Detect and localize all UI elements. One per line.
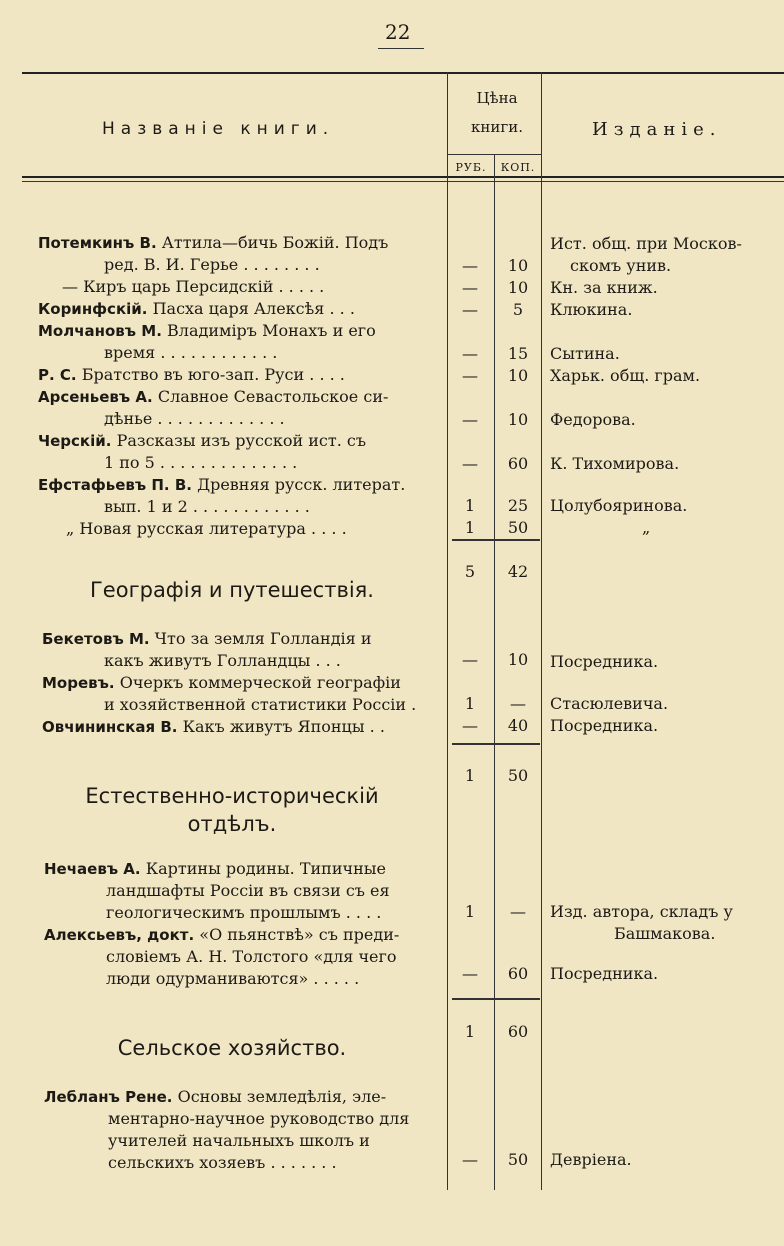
page-number-rule	[378, 48, 424, 49]
entry-line: словіемъ А. Н. Толстого «для чего	[106, 947, 397, 966]
entry-publisher: К. Тихомирова.	[550, 454, 680, 473]
entry-publisher-cont: скомъ унив.	[570, 256, 672, 275]
entry-line: учителей начальныхъ школъ и	[108, 1131, 370, 1150]
entry-publisher: Посредника.	[550, 652, 659, 671]
entry-line: вып. 1 и 2 . . . . . . . . . . . .	[104, 497, 310, 516]
subtotal-kop: 60	[507, 1022, 529, 1041]
entry-publisher: Ист. общ. при Москов-	[550, 234, 742, 253]
entry-rub: —	[462, 256, 478, 275]
entry-kop: 10	[507, 410, 529, 429]
subtotal-kop: 42	[507, 562, 529, 581]
section-heading-line2: отдѣлъ.	[187, 812, 277, 836]
subtotal-rub: 1	[464, 766, 476, 785]
entry-line	[38, 474, 405, 496]
entry-author: Потемкинъ В.	[38, 234, 157, 252]
entry-line: 1 по 5 . . . . . . . . . . . . . .	[104, 453, 298, 472]
subtotal-kop: 50	[507, 766, 529, 785]
entry-publisher: Посредника.	[550, 716, 659, 735]
entry-publisher: Федорова.	[550, 410, 636, 429]
entry-author: Черскій.	[38, 432, 112, 450]
col-divider-title	[447, 72, 448, 1190]
entry-line	[38, 320, 376, 342]
col-divider-price	[541, 72, 542, 1190]
page-number: 22	[385, 20, 411, 44]
catalog-table	[22, 72, 784, 1190]
entry-kop: —	[510, 902, 526, 921]
section-heading: Сельское хозяйство.	[117, 1036, 347, 1060]
entry-line: и хозяйственной статистики Россіи .	[104, 695, 417, 714]
entry-title: Основы земледѣлія, эле-	[177, 1087, 387, 1106]
entry-author: Коринфскій.	[38, 300, 148, 318]
entry-title: Разсказы изъ русской ист. съ	[116, 431, 367, 450]
entry-publisher: Стасюлевича.	[550, 694, 669, 713]
entry-line: ментарно-научное руководство для	[108, 1109, 410, 1128]
subtotal-rule	[452, 743, 540, 745]
entry-publisher: Цолубояринова.	[550, 496, 688, 515]
entry-line	[44, 1086, 386, 1108]
entry-line: сельскихъ хозяевъ . . . . . . .	[108, 1153, 337, 1172]
entry-line	[42, 716, 385, 738]
header-title: Названіе книги.	[102, 119, 335, 139]
entry-line: геологическимъ прошлымъ . . . .	[106, 903, 382, 922]
entry-publisher: „	[642, 518, 651, 537]
entry-line: ландшафты Россіи въ связи съ ея	[106, 881, 390, 900]
entry-title: «О пьянствѣ» съ преди-	[199, 925, 400, 944]
section-heading	[22, 782, 442, 838]
entry-title: Картины родины. Типичные	[145, 859, 386, 878]
entry-title: Очеркъ коммерческой географіи	[119, 673, 401, 692]
entry-rub: —	[462, 344, 478, 363]
entry-rub: 1	[464, 902, 476, 921]
entry-publisher: Изд. автора, складъ у	[550, 902, 733, 921]
entry-publisher: Харьк. общ. грам.	[550, 366, 701, 385]
entry-kop: 50	[507, 518, 529, 537]
header-price-line2: книги.	[471, 118, 523, 136]
entry-title: Древняя русск. литерат.	[197, 475, 406, 494]
entry-kop: 40	[507, 716, 529, 735]
entry-rub: —	[462, 366, 478, 385]
entry-title: Братство въ юго-зап. Руси . . . .	[81, 365, 345, 384]
entry-line	[38, 364, 345, 386]
subtotal-rule	[452, 539, 540, 541]
entry-kop: 60	[507, 964, 529, 983]
entry-line	[38, 298, 355, 320]
section-heading-line1: Естественно-историческій	[85, 784, 379, 808]
entry-author: Бекетовъ М.	[42, 630, 150, 648]
entry-publisher: Клюкина.	[550, 300, 633, 319]
entry-author: Нечаевъ А.	[44, 860, 141, 878]
entry-author: Алексьевъ, докт.	[44, 926, 195, 944]
entry-line	[38, 430, 366, 452]
entry-author: Овчининская В.	[42, 718, 178, 736]
entry-title: Что за земля Голландія и	[154, 629, 372, 648]
subtotal-rule	[452, 998, 540, 1000]
header-rub: РУБ.	[455, 161, 487, 174]
header-publisher: Изданіе.	[592, 119, 722, 140]
header-price	[452, 84, 542, 142]
entry-rub: 1	[464, 694, 476, 713]
entry-line: — Киръ царь Персидскій . . . . .	[62, 277, 325, 296]
entry-publisher: Кн. за книж.	[550, 278, 658, 297]
entry-rub: 1	[464, 518, 476, 537]
entry-kop: —	[510, 694, 526, 713]
entry-rub: 1	[464, 496, 476, 515]
entry-line	[38, 386, 388, 408]
entry-title: Славное Севастольское си-	[157, 387, 389, 406]
subtotal-rub: 5	[464, 562, 476, 581]
entry-kop: 10	[507, 278, 529, 297]
entry-line: какъ живутъ Голландцы . . .	[104, 651, 341, 670]
entry-kop: 10	[507, 256, 529, 275]
section-heading: Географія и путешествія.	[90, 578, 374, 602]
entry-rub: —	[462, 410, 478, 429]
entry-kop: 5	[512, 300, 524, 319]
entry-rub: —	[462, 454, 478, 473]
entry-line: люди одурманиваются» . . . . .	[106, 969, 360, 988]
entry-kop: 25	[507, 496, 529, 515]
entry-rub: —	[462, 964, 478, 983]
entry-line	[38, 232, 388, 254]
entry-line: дѣнье . . . . . . . . . . . . .	[104, 409, 285, 428]
entry-line	[44, 858, 386, 880]
col-divider-rub	[494, 154, 495, 1190]
entry-line	[42, 628, 372, 650]
entry-title: Пасха царя Алексѣя . . .	[152, 299, 355, 318]
entry-line: время . . . . . . . . . . . .	[104, 343, 278, 362]
entry-kop: 10	[507, 650, 529, 669]
entry-title: Какъ живутъ Японцы . .	[182, 717, 385, 736]
header-bottom-rule	[22, 176, 784, 178]
table-top-rule	[22, 72, 784, 74]
entry-publisher: Девріена.	[550, 1150, 632, 1169]
entry-author: Ефстафьевъ П. В.	[38, 476, 192, 494]
entry-author: Моревъ.	[42, 674, 115, 692]
entry-author: Р. С.	[38, 366, 77, 384]
entry-line	[44, 924, 399, 946]
entry-publisher: Сытина.	[550, 344, 620, 363]
entry-rub: —	[462, 1150, 478, 1169]
entry-rub: —	[462, 278, 478, 297]
entry-line: ред. В. И. Герье . . . . . . . .	[104, 255, 320, 274]
header-double-rule	[22, 181, 784, 182]
entry-author: Арсеньевъ А.	[38, 388, 153, 406]
entry-rub: —	[462, 300, 478, 319]
entry-kop: 15	[507, 344, 529, 363]
entry-publisher-cont: Башмакова.	[614, 924, 716, 943]
entry-rub: —	[462, 650, 478, 669]
header-price-line1: Цѣна	[476, 89, 518, 107]
entry-title: Аттила—бичь Божій. Подъ	[161, 233, 389, 252]
entry-line: „ Новая русская литература . . . .	[66, 519, 347, 538]
entry-kop: 50	[507, 1150, 529, 1169]
entry-line	[42, 672, 401, 694]
entry-author: Лебланъ Рене.	[44, 1088, 173, 1106]
header-kop: КОП.	[500, 161, 536, 174]
entry-author: Молчановъ М.	[38, 322, 162, 340]
subtotal-rub: 1	[464, 1022, 476, 1041]
entry-title: Владиміръ Монахъ и его	[167, 321, 376, 340]
entry-rub: —	[462, 716, 478, 735]
entry-kop: 60	[507, 454, 529, 473]
entry-kop: 10	[507, 366, 529, 385]
entry-publisher: Посредника.	[550, 964, 659, 983]
